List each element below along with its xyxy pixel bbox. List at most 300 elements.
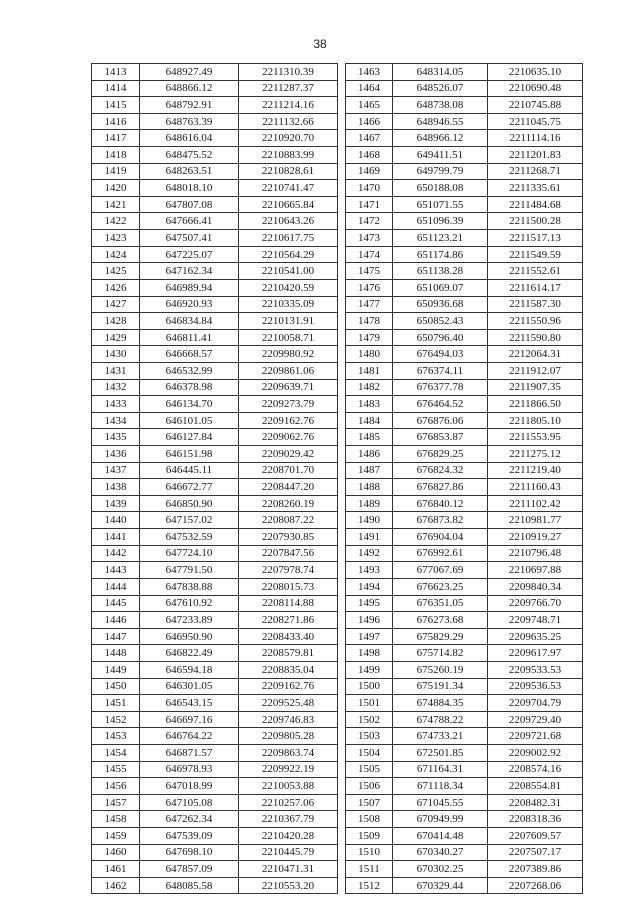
- y-coordinate-cell: 2210471.31: [239, 861, 338, 878]
- y-coordinate-cell: 2209766.70: [488, 595, 583, 612]
- point-number-cell: 1459: [92, 828, 140, 845]
- x-coordinate-cell: 676494.03: [393, 346, 488, 363]
- table-row: [346, 844, 583, 861]
- y-coordinate-cell: 2211866.50: [488, 396, 583, 413]
- table-body: [92, 64, 338, 894]
- point-number-cell: 1480: [346, 346, 393, 363]
- table-row: [346, 329, 583, 346]
- y-coordinate-cell: 2208260.19: [239, 495, 338, 512]
- point-number-cell: 1437: [92, 462, 140, 479]
- x-coordinate-cell: 648792.91: [140, 97, 239, 114]
- y-coordinate-cell: 2208574.16: [488, 761, 583, 778]
- x-coordinate-cell: 647507.41: [140, 230, 239, 247]
- y-coordinate-cell: 2208087.22: [239, 512, 338, 529]
- x-coordinate-cell: 646989.94: [140, 279, 239, 296]
- y-coordinate-cell: 2209273.79: [239, 396, 338, 413]
- x-coordinate-cell: 676829.25: [393, 446, 488, 463]
- table-row: [92, 861, 338, 878]
- point-number-cell: 1479: [346, 329, 393, 346]
- point-number-cell: 1453: [92, 728, 140, 745]
- table-body: [346, 64, 583, 894]
- table-row: [92, 828, 338, 845]
- y-coordinate-cell: 2210420.59: [239, 279, 338, 296]
- x-coordinate-cell: 647225.07: [140, 246, 239, 263]
- point-number-cell: 1422: [92, 213, 140, 230]
- point-number-cell: 1499: [346, 661, 393, 678]
- point-number-cell: 1495: [346, 595, 393, 612]
- y-coordinate-cell: 2210883.99: [239, 147, 338, 164]
- point-number-cell: 1497: [346, 628, 393, 645]
- y-coordinate-cell: 2209861.06: [239, 362, 338, 379]
- x-coordinate-cell: 647724.10: [140, 545, 239, 562]
- table-row: [92, 362, 338, 379]
- table-row: [346, 163, 583, 180]
- x-coordinate-cell: 646811.41: [140, 329, 239, 346]
- table-row: [346, 147, 583, 164]
- table-row: [346, 263, 583, 280]
- table-row: [92, 495, 338, 512]
- x-coordinate-cell: 648085.58: [140, 877, 239, 894]
- point-number-cell: 1444: [92, 578, 140, 595]
- table-row: [346, 877, 583, 894]
- y-coordinate-cell: 2209840.34: [488, 578, 583, 595]
- x-coordinate-cell: 647666.41: [140, 213, 239, 230]
- x-coordinate-cell: 647262.34: [140, 811, 239, 828]
- point-number-cell: 1468: [346, 147, 393, 164]
- point-number-cell: 1506: [346, 778, 393, 795]
- y-coordinate-cell: 2211912.07: [488, 362, 583, 379]
- point-number-cell: 1456: [92, 778, 140, 795]
- x-coordinate-cell: 647857.09: [140, 861, 239, 878]
- point-number-cell: 1477: [346, 296, 393, 313]
- table-row: [92, 761, 338, 778]
- point-number-cell: 1498: [346, 645, 393, 662]
- table-row: [92, 562, 338, 579]
- y-coordinate-cell: 2210420.28: [239, 828, 338, 845]
- x-coordinate-cell: 648263.51: [140, 163, 239, 180]
- y-coordinate-cell: 2210335.09: [239, 296, 338, 313]
- x-coordinate-cell: 648763.39: [140, 113, 239, 130]
- point-number-cell: 1504: [346, 744, 393, 761]
- y-coordinate-cell: 2211045.75: [488, 113, 583, 130]
- table-row: [346, 578, 583, 595]
- x-coordinate-cell: 671045.55: [393, 794, 488, 811]
- table-row: [92, 379, 338, 396]
- x-coordinate-cell: 650188.08: [393, 180, 488, 197]
- y-coordinate-cell: 2207978.74: [239, 562, 338, 579]
- table-row: [346, 529, 583, 546]
- y-coordinate-cell: 2209748.71: [488, 612, 583, 629]
- table-row: [92, 529, 338, 546]
- table-row: [92, 612, 338, 629]
- x-coordinate-cell: 670414.48: [393, 828, 488, 845]
- table-row: [346, 412, 583, 429]
- x-coordinate-cell: 646134.70: [140, 396, 239, 413]
- point-number-cell: 1430: [92, 346, 140, 363]
- table-row: [92, 645, 338, 662]
- page-number: 38: [313, 37, 327, 51]
- table-row: [92, 80, 338, 97]
- y-coordinate-cell: 2211587.30: [488, 296, 583, 313]
- y-coordinate-cell: 2208554.81: [488, 778, 583, 795]
- y-coordinate-cell: 2211484.68: [488, 196, 583, 213]
- y-coordinate-cell: 2208015.73: [239, 578, 338, 595]
- point-number-cell: 1462: [92, 877, 140, 894]
- x-coordinate-cell: 651138.28: [393, 263, 488, 280]
- table-row: [346, 645, 583, 662]
- x-coordinate-cell: 648866.12: [140, 80, 239, 97]
- y-coordinate-cell: 2211160.43: [488, 479, 583, 496]
- table-row: [346, 296, 583, 313]
- table-row: [346, 313, 583, 330]
- y-coordinate-cell: 2211219.40: [488, 462, 583, 479]
- y-coordinate-cell: 2210541.00: [239, 263, 338, 280]
- y-coordinate-cell: 2211102.42: [488, 495, 583, 512]
- point-number-cell: 1482: [346, 379, 393, 396]
- x-coordinate-cell: 676827.86: [393, 479, 488, 496]
- point-number-cell: 1508: [346, 811, 393, 828]
- table-row: [346, 379, 583, 396]
- y-coordinate-cell: 2211590.80: [488, 329, 583, 346]
- x-coordinate-cell: 646672.77: [140, 479, 239, 496]
- point-number-cell: 1429: [92, 329, 140, 346]
- x-coordinate-cell: 676464.52: [393, 396, 488, 413]
- x-coordinate-cell: 646532.99: [140, 362, 239, 379]
- y-coordinate-cell: 2211268.71: [488, 163, 583, 180]
- table-row: [92, 329, 338, 346]
- point-number-cell: 1473: [346, 230, 393, 247]
- x-coordinate-cell: 646950.90: [140, 628, 239, 645]
- table-row: [346, 595, 583, 612]
- y-coordinate-cell: 2210367.79: [239, 811, 338, 828]
- table-row: [92, 446, 338, 463]
- y-coordinate-cell: 2210690.48: [488, 80, 583, 97]
- point-number-cell: 1472: [346, 213, 393, 230]
- y-coordinate-cell: 2211310.39: [239, 64, 338, 81]
- table-row: [346, 728, 583, 745]
- point-number-cell: 1466: [346, 113, 393, 130]
- point-number-cell: 1467: [346, 130, 393, 147]
- y-coordinate-cell: 2210665.84: [239, 196, 338, 213]
- x-coordinate-cell: 646920.93: [140, 296, 239, 313]
- point-number-cell: 1496: [346, 612, 393, 629]
- table-row: [92, 811, 338, 828]
- y-coordinate-cell: 2210920.70: [239, 130, 338, 147]
- point-number-cell: 1464: [346, 80, 393, 97]
- point-number-cell: 1449: [92, 661, 140, 678]
- point-number-cell: 1500: [346, 678, 393, 695]
- table-row: [346, 628, 583, 645]
- point-number-cell: 1421: [92, 196, 140, 213]
- y-coordinate-cell: 2209704.79: [488, 695, 583, 712]
- table-row: [346, 678, 583, 695]
- point-number-cell: 1502: [346, 711, 393, 728]
- x-coordinate-cell: 676623.25: [393, 578, 488, 595]
- x-coordinate-cell: 674733.21: [393, 728, 488, 745]
- table-row: [346, 130, 583, 147]
- x-coordinate-cell: 646127.84: [140, 429, 239, 446]
- x-coordinate-cell: 676824.32: [393, 462, 488, 479]
- table-row: [346, 545, 583, 562]
- table-row: [92, 396, 338, 413]
- y-coordinate-cell: 2208318.36: [488, 811, 583, 828]
- table-row: [92, 196, 338, 213]
- y-coordinate-cell: 2210617.75: [239, 230, 338, 247]
- table-row: [346, 279, 583, 296]
- y-coordinate-cell: 2210445.79: [239, 844, 338, 861]
- coordinates-table-right: [345, 63, 583, 894]
- y-coordinate-cell: 2211335.61: [488, 180, 583, 197]
- y-coordinate-cell: 2211275.12: [488, 446, 583, 463]
- point-number-cell: 1413: [92, 64, 140, 81]
- y-coordinate-cell: 2210919.27: [488, 529, 583, 546]
- table-row: [346, 97, 583, 114]
- y-coordinate-cell: 2210697.88: [488, 562, 583, 579]
- y-coordinate-cell: 2211805.10: [488, 412, 583, 429]
- table-row: [346, 362, 583, 379]
- table-row: [92, 279, 338, 296]
- y-coordinate-cell: 2207847.56: [239, 545, 338, 562]
- y-coordinate-cell: 2209635.25: [488, 628, 583, 645]
- y-coordinate-cell: 2207268.06: [488, 877, 583, 894]
- table-row: [92, 346, 338, 363]
- point-number-cell: 1481: [346, 362, 393, 379]
- y-coordinate-cell: 2209721.68: [488, 728, 583, 745]
- y-coordinate-cell: 2210643.26: [239, 213, 338, 230]
- point-number-cell: 1450: [92, 678, 140, 695]
- x-coordinate-cell: 646101.05: [140, 412, 239, 429]
- table-row: [92, 313, 338, 330]
- y-coordinate-cell: 2207609.57: [488, 828, 583, 845]
- point-number-cell: 1471: [346, 196, 393, 213]
- point-number-cell: 1490: [346, 512, 393, 529]
- y-coordinate-cell: 2209729.40: [488, 711, 583, 728]
- point-number-cell: 1507: [346, 794, 393, 811]
- y-coordinate-cell: 2209029.42: [239, 446, 338, 463]
- y-coordinate-cell: 2209536.53: [488, 678, 583, 695]
- table-row: [346, 711, 583, 728]
- point-number-cell: 1485: [346, 429, 393, 446]
- table-row: [346, 196, 583, 213]
- y-coordinate-cell: 2210796.48: [488, 545, 583, 562]
- table-row: [346, 113, 583, 130]
- y-coordinate-cell: 2210131.91: [239, 313, 338, 330]
- point-number-cell: 1510: [346, 844, 393, 861]
- y-coordinate-cell: 2211114.16: [488, 130, 583, 147]
- y-coordinate-cell: 2208433.40: [239, 628, 338, 645]
- table-row: [92, 628, 338, 645]
- point-number-cell: 1483: [346, 396, 393, 413]
- table-row: [346, 761, 583, 778]
- x-coordinate-cell: 650852.43: [393, 313, 488, 330]
- table-row: [92, 678, 338, 695]
- point-number-cell: 1494: [346, 578, 393, 595]
- point-number-cell: 1460: [92, 844, 140, 861]
- x-coordinate-cell: 670340.27: [393, 844, 488, 861]
- point-number-cell: 1458: [92, 811, 140, 828]
- x-coordinate-cell: 675829.29: [393, 628, 488, 645]
- point-number-cell: 1484: [346, 412, 393, 429]
- table-row: [346, 64, 583, 81]
- table-row: [92, 595, 338, 612]
- x-coordinate-cell: 670329.44: [393, 877, 488, 894]
- x-coordinate-cell: 648616.04: [140, 130, 239, 147]
- table-row: [346, 396, 583, 413]
- table-row: [346, 861, 583, 878]
- table-row: [346, 429, 583, 446]
- point-number-cell: 1424: [92, 246, 140, 263]
- point-number-cell: 1443: [92, 562, 140, 579]
- y-coordinate-cell: 2211550.96: [488, 313, 583, 330]
- table-row: [92, 794, 338, 811]
- x-coordinate-cell: 670949.99: [393, 811, 488, 828]
- point-number-cell: 1420: [92, 180, 140, 197]
- table-row: [346, 180, 583, 197]
- y-coordinate-cell: 2209162.76: [239, 412, 338, 429]
- x-coordinate-cell: 649799.79: [393, 163, 488, 180]
- y-coordinate-cell: 2207930.85: [239, 529, 338, 546]
- table-row: [92, 147, 338, 164]
- table-row: [92, 230, 338, 247]
- x-coordinate-cell: 648314.05: [393, 64, 488, 81]
- table-row: [346, 778, 583, 795]
- table-row: [92, 661, 338, 678]
- point-number-cell: 1463: [346, 64, 393, 81]
- x-coordinate-cell: 647539.09: [140, 828, 239, 845]
- point-number-cell: 1465: [346, 97, 393, 114]
- point-number-cell: 1505: [346, 761, 393, 778]
- table-row: [92, 844, 338, 861]
- x-coordinate-cell: 676840.12: [393, 495, 488, 512]
- table-row: [92, 744, 338, 761]
- y-coordinate-cell: 2211614.17: [488, 279, 583, 296]
- y-coordinate-cell: 2210564.29: [239, 246, 338, 263]
- y-coordinate-cell: 2209639.71: [239, 379, 338, 396]
- x-coordinate-cell: 676374.11: [393, 362, 488, 379]
- x-coordinate-cell: 647105.08: [140, 794, 239, 811]
- x-coordinate-cell: 646822.49: [140, 645, 239, 662]
- point-number-cell: 1418: [92, 147, 140, 164]
- point-number-cell: 1461: [92, 861, 140, 878]
- x-coordinate-cell: 670302.25: [393, 861, 488, 878]
- y-coordinate-cell: 2210635.10: [488, 64, 583, 81]
- x-coordinate-cell: 646697.16: [140, 711, 239, 728]
- x-coordinate-cell: 651096.39: [393, 213, 488, 230]
- x-coordinate-cell: 675191.34: [393, 678, 488, 695]
- point-number-cell: 1436: [92, 446, 140, 463]
- table-row: [92, 412, 338, 429]
- y-coordinate-cell: 2210058.71: [239, 329, 338, 346]
- x-coordinate-cell: 647610.92: [140, 595, 239, 612]
- y-coordinate-cell: 2211132.66: [239, 113, 338, 130]
- x-coordinate-cell: 676853.87: [393, 429, 488, 446]
- y-coordinate-cell: 2208835.04: [239, 661, 338, 678]
- x-coordinate-cell: 646151.98: [140, 446, 239, 463]
- point-number-cell: 1431: [92, 362, 140, 379]
- point-number-cell: 1414: [92, 80, 140, 97]
- y-coordinate-cell: 2210553.20: [239, 877, 338, 894]
- x-coordinate-cell: 648526.07: [393, 80, 488, 97]
- point-number-cell: 1435: [92, 429, 140, 446]
- point-number-cell: 1442: [92, 545, 140, 562]
- table-row: [92, 479, 338, 496]
- x-coordinate-cell: 676351.05: [393, 595, 488, 612]
- x-coordinate-cell: 646378.98: [140, 379, 239, 396]
- x-coordinate-cell: 648946.55: [393, 113, 488, 130]
- table-row: [346, 661, 583, 678]
- x-coordinate-cell: 646871.57: [140, 744, 239, 761]
- y-coordinate-cell: 2212064.31: [488, 346, 583, 363]
- point-number-cell: 1454: [92, 744, 140, 761]
- point-number-cell: 1427: [92, 296, 140, 313]
- x-coordinate-cell: 646668.57: [140, 346, 239, 363]
- point-number-cell: 1509: [346, 828, 393, 845]
- x-coordinate-cell: 671118.34: [393, 778, 488, 795]
- y-coordinate-cell: 2210741.47: [239, 180, 338, 197]
- y-coordinate-cell: 2210745.88: [488, 97, 583, 114]
- point-number-cell: 1441: [92, 529, 140, 546]
- table-row: [346, 213, 583, 230]
- table-row: [92, 695, 338, 712]
- x-coordinate-cell: 671164.31: [393, 761, 488, 778]
- point-number-cell: 1432: [92, 379, 140, 396]
- table-row: [92, 246, 338, 263]
- point-number-cell: 1470: [346, 180, 393, 197]
- point-number-cell: 1448: [92, 645, 140, 662]
- point-number-cell: 1439: [92, 495, 140, 512]
- point-number-cell: 1478: [346, 313, 393, 330]
- y-coordinate-cell: 2209002.92: [488, 744, 583, 761]
- y-coordinate-cell: 2211201.83: [488, 147, 583, 164]
- x-coordinate-cell: 650936.68: [393, 296, 488, 313]
- table-row: [346, 246, 583, 263]
- table-row: [346, 512, 583, 529]
- point-number-cell: 1415: [92, 97, 140, 114]
- point-number-cell: 1451: [92, 695, 140, 712]
- x-coordinate-cell: 648018.10: [140, 180, 239, 197]
- point-number-cell: 1426: [92, 279, 140, 296]
- point-number-cell: 1511: [346, 861, 393, 878]
- table-row: [346, 612, 583, 629]
- point-number-cell: 1428: [92, 313, 140, 330]
- point-number-cell: 1457: [92, 794, 140, 811]
- table-row: [346, 462, 583, 479]
- y-coordinate-cell: 2209746.83: [239, 711, 338, 728]
- point-number-cell: 1488: [346, 479, 393, 496]
- point-number-cell: 1445: [92, 595, 140, 612]
- x-coordinate-cell: 649411.51: [393, 147, 488, 164]
- table-row: [92, 180, 338, 197]
- table-row: [346, 744, 583, 761]
- x-coordinate-cell: 648738.08: [393, 97, 488, 114]
- x-coordinate-cell: 647807.08: [140, 196, 239, 213]
- point-number-cell: 1487: [346, 462, 393, 479]
- y-coordinate-cell: 2211549.59: [488, 246, 583, 263]
- table-row: [92, 296, 338, 313]
- table-row: [346, 828, 583, 845]
- y-coordinate-cell: 2209922.19: [239, 761, 338, 778]
- x-coordinate-cell: 677067.69: [393, 562, 488, 579]
- point-number-cell: 1452: [92, 711, 140, 728]
- table-row: [92, 263, 338, 280]
- y-coordinate-cell: 2210053.88: [239, 778, 338, 795]
- x-coordinate-cell: 651071.55: [393, 196, 488, 213]
- table-row: [92, 113, 338, 130]
- x-coordinate-cell: 676904.04: [393, 529, 488, 546]
- point-number-cell: 1416: [92, 113, 140, 130]
- x-coordinate-cell: 646978.93: [140, 761, 239, 778]
- table-row: [346, 811, 583, 828]
